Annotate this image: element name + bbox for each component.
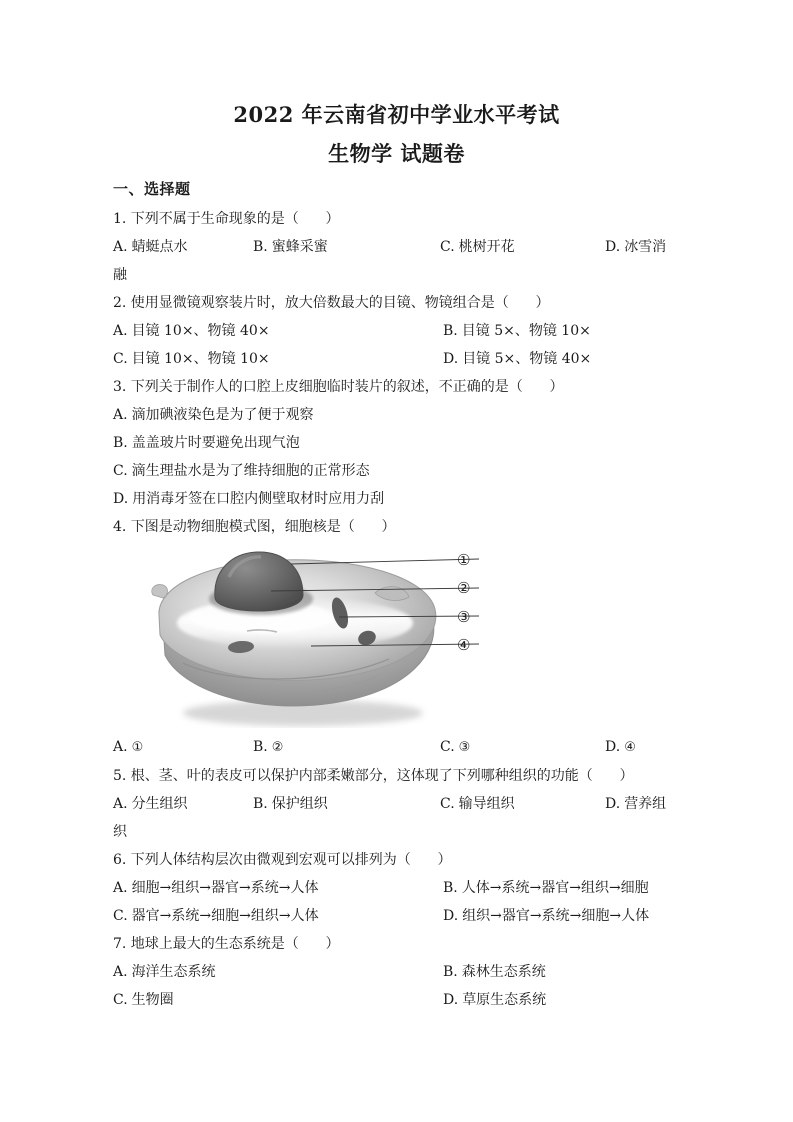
page-title-line-1: 2022 年云南省初中学业水平考试: [233, 102, 560, 127]
option-text-q7-d: 草原生态系统: [462, 992, 547, 1008]
question-stem-6: 6. 下列人体结构层次由微观到宏观可以排列为（ ）: [113, 852, 452, 868]
option-label-q1-b: B.: [253, 239, 268, 255]
option-label-q4-a: A.: [113, 739, 128, 755]
question-stem-2: 2. 使用显微镜观察装片时，放大倍数最大的目镜、物镜组合是（ ）: [113, 295, 550, 311]
option-text-q5-b: 保护组织: [271, 796, 328, 812]
option-q5-c[interactable]: [440, 790, 605, 818]
option-q5-a[interactable]: [113, 790, 253, 818]
question-stem-3: 3. 下列关于制作人的口腔上皮细胞临时装片的叙述，不正确的是（ ）: [113, 379, 564, 395]
option-row-q3-a: [113, 401, 683, 429]
option-label-q2-a: A.: [113, 323, 128, 339]
option-q7-c[interactable]: [113, 986, 443, 1014]
option-text-q7-b: 森林生态系统: [461, 964, 546, 980]
option-label-q5-a: A.: [113, 796, 128, 812]
option-text-q1-b: 蜜蜂采蜜: [271, 239, 328, 255]
option-q1-d[interactable]: [605, 233, 666, 261]
figure-label-3: ③: [457, 608, 471, 626]
section-heading: 一、选择题: [113, 180, 191, 198]
option-text-q2-d: 目镜 5×、物镜 40×: [462, 351, 592, 367]
option-label-q5-b: B.: [253, 796, 268, 812]
option-label-q2-b: B.: [443, 323, 458, 339]
option-q6-c[interactable]: [113, 902, 443, 930]
option-q6-a[interactable]: [113, 874, 443, 902]
option-q1-a[interactable]: [113, 233, 253, 261]
option-q1-c[interactable]: [440, 233, 605, 261]
option-q1-b[interactable]: [253, 233, 440, 261]
option-label-q6-a: A.: [113, 880, 128, 896]
option-text-q6-c: 器官→系统→细胞→组织→人体: [131, 908, 319, 924]
option-label-q5-d: D.: [605, 796, 621, 812]
option-q6-d[interactable]: [443, 902, 649, 930]
option-q4-a[interactable]: [113, 733, 253, 762]
option-q3-d[interactable]: [113, 485, 384, 513]
option-text-q5-d: 营养组: [624, 796, 667, 812]
option-q3-a[interactable]: [113, 401, 314, 429]
option-q6-b[interactable]: [443, 874, 649, 902]
option-label-q6-c: C.: [113, 908, 128, 924]
option-q5-b[interactable]: [253, 790, 440, 818]
option-label-q3-c: C.: [113, 463, 128, 479]
option-wrap-tail-q1: 融: [113, 267, 127, 283]
option-q4-d[interactable]: [605, 733, 636, 762]
option-text-q4-c: ③: [458, 740, 471, 755]
option-label-q7-c: C.: [113, 992, 128, 1008]
option-label-q1-a: A.: [113, 239, 128, 255]
option-q7-b[interactable]: [443, 958, 546, 986]
question-stem-1: 1. 下列不属于生命现象的是（ ）: [113, 211, 340, 227]
option-label-q1-d: D.: [605, 239, 621, 255]
option-text-q7-c: 生物圈: [131, 992, 174, 1008]
option-text-q1-a: 蜻蜓点水: [131, 239, 188, 255]
option-text-q3-b: 盖盖玻片时要避免出现气泡: [131, 435, 300, 451]
option-label-q7-b: B.: [443, 964, 458, 980]
option-row-q5: [113, 790, 683, 818]
option-text-q3-d: 用消毒牙签在口腔内侧壁取材时应用力刮: [132, 491, 385, 507]
figure-label-4: ④: [457, 636, 471, 654]
option-text-q4-b: ②: [271, 740, 284, 755]
option-label-q4-c: C.: [440, 739, 455, 755]
option-label-q5-c: C.: [440, 796, 455, 812]
option-text-q6-d: 组织→器官→系统→细胞→人体: [462, 908, 650, 924]
option-wrap-tail-q5: 织: [113, 824, 127, 840]
option-q7-a[interactable]: [113, 958, 443, 986]
option-text-q5-a: 分生组织: [131, 796, 188, 812]
option-q4-b[interactable]: [253, 733, 440, 762]
option-text-q2-c: 目镜 10×、物镜 10×: [131, 351, 270, 367]
option-text-q7-a: 海洋生态系统: [131, 964, 216, 980]
figure-label-1: ①: [457, 551, 471, 569]
option-text-q4-a: ①: [131, 740, 144, 755]
question-stem-4: 4. 下图是动物细胞模式图，细胞核是（ ）: [113, 519, 396, 535]
page-title-line-2: 生物学 试题卷: [328, 141, 465, 166]
option-row-q1: [113, 233, 683, 261]
option-text-q2-b: 目镜 5×、物镜 10×: [461, 323, 591, 339]
figure-animal-cell-container: [113, 543, 683, 733]
option-label-q7-a: A.: [113, 964, 128, 980]
option-q2-a[interactable]: [113, 317, 443, 345]
option-label-q7-d: D.: [443, 992, 459, 1008]
option-text-q6-a: 细胞→组织→器官→系统→人体: [131, 880, 319, 896]
option-row-q7-2: [113, 986, 683, 1014]
question-stem-5: 5. 根、茎、叶的表皮可以保护内部柔嫩部分，这体现了下列哪种组织的功能（ ）: [113, 768, 634, 784]
option-q7-d[interactable]: [443, 986, 546, 1014]
figure-label-2: ②: [457, 579, 471, 597]
option-label-q3-b: B.: [113, 435, 128, 451]
option-label-q1-c: C.: [440, 239, 455, 255]
option-q3-b[interactable]: [113, 429, 300, 457]
option-label-q6-d: D.: [443, 908, 459, 924]
option-q5-d[interactable]: [605, 790, 666, 818]
option-row-q2-2: [113, 345, 683, 373]
option-label-q3-a: A.: [113, 407, 128, 423]
option-row-q3-b: [113, 429, 683, 457]
option-text-q1-c: 桃树开花: [458, 239, 515, 255]
option-text-q3-c: 滴生理盐水是为了维持细胞的正常形态: [131, 463, 370, 479]
figure-leader-labels: [113, 543, 683, 733]
option-label-q6-b: B.: [443, 880, 458, 896]
option-row-q3-c: [113, 457, 683, 485]
question-stem-7: 7. 地球上最大的生态系统是（ ）: [113, 936, 340, 952]
option-q2-b[interactable]: [443, 317, 591, 345]
option-row-q6-2: [113, 902, 683, 930]
option-label-q4-b: B.: [253, 739, 268, 755]
option-text-q2-a: 目镜 10×、物镜 40×: [131, 323, 270, 339]
option-text-q5-c: 输导组织: [458, 796, 515, 812]
option-q2-d[interactable]: [443, 345, 591, 373]
option-text-q6-b: 人体→系统→器官→组织→细胞: [461, 880, 649, 896]
option-text-q1-d: 冰雪消: [624, 239, 667, 255]
option-row-q3-d: [113, 485, 683, 513]
option-q4-c[interactable]: [440, 733, 605, 762]
option-row-q7-1: [113, 958, 683, 986]
option-text-q4-d: ④: [624, 740, 636, 755]
option-label-q2-d: D.: [443, 351, 459, 367]
option-label-q4-d: D.: [605, 739, 621, 755]
option-row-q6-1: [113, 874, 683, 902]
option-q3-c[interactable]: [113, 457, 370, 485]
option-label-q2-c: C.: [113, 351, 128, 367]
option-text-q3-a: 滴加碘液染色是为了便于观察: [131, 407, 314, 423]
option-row-q2-1: [113, 317, 683, 345]
option-row-q4: [113, 733, 683, 762]
option-label-q3-d: D.: [113, 491, 129, 507]
option-q2-c[interactable]: [113, 345, 443, 373]
question-content: [113, 176, 683, 1014]
